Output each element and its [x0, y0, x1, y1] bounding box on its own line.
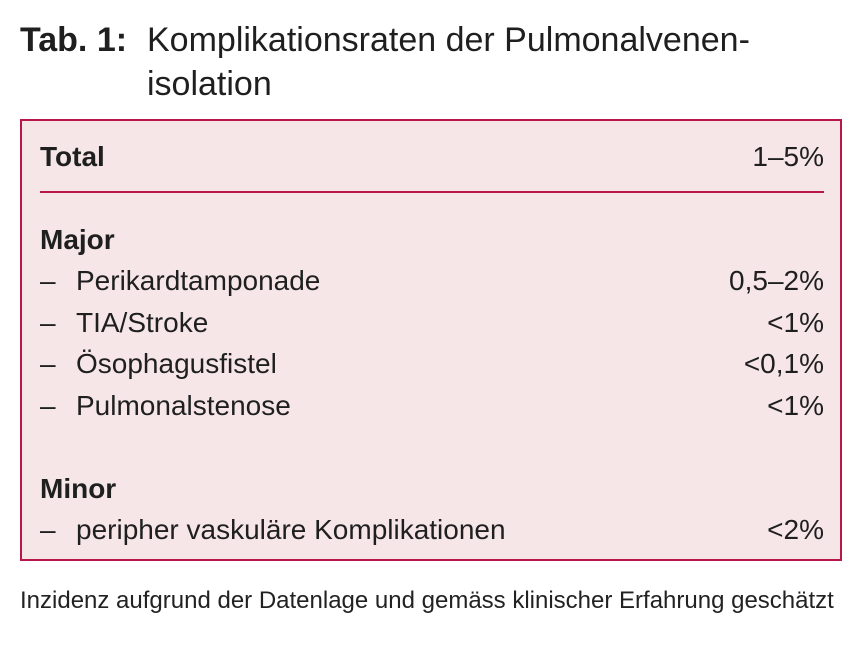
total-label: Total [40, 141, 105, 172]
table-title-text: Komplikationsraten der Pulmonalvenen- [147, 21, 750, 59]
table-title-continuation: isolation [147, 65, 272, 103]
dash-marker: – [40, 265, 56, 296]
table-caption: Inzidenz aufgrund der Datenlage und gemäss klinischer Erfahrung geschätzt [20, 587, 834, 614]
minor-heading: Minor [40, 473, 117, 504]
item-value: <1% [767, 390, 824, 421]
dash-marker: – [40, 307, 56, 338]
table-row [40, 514, 824, 546]
item-value: <2% [767, 514, 824, 545]
table-row [40, 265, 824, 297]
total-row [40, 141, 824, 173]
dash-marker: – [40, 348, 56, 379]
item-value: <1% [767, 307, 824, 338]
item-label: peripher vaskuläre Komplikationen [76, 514, 506, 545]
dash-marker: – [40, 390, 56, 421]
table-number-label: Tab. 1: [20, 21, 128, 59]
item-label: TIA/Stroke [76, 307, 209, 338]
total-value: 1–5% [752, 141, 824, 172]
item-value: <0,1% [743, 348, 824, 379]
table-title [20, 18, 840, 106]
dash-marker: – [40, 514, 56, 545]
item-label: Perikardtamponade [76, 265, 321, 296]
item-value: 0,5–2% [729, 265, 824, 296]
major-heading-row [40, 224, 824, 256]
table-row [40, 390, 824, 422]
divider-line [40, 191, 824, 193]
table-row [40, 307, 824, 339]
major-heading: Major [40, 224, 115, 255]
item-label: Ösophagusfistel [76, 348, 277, 379]
complication-rates-table [20, 119, 842, 561]
item-label: Pulmonalstenose [76, 390, 291, 421]
table-row [40, 348, 824, 380]
minor-heading-row [40, 473, 824, 505]
